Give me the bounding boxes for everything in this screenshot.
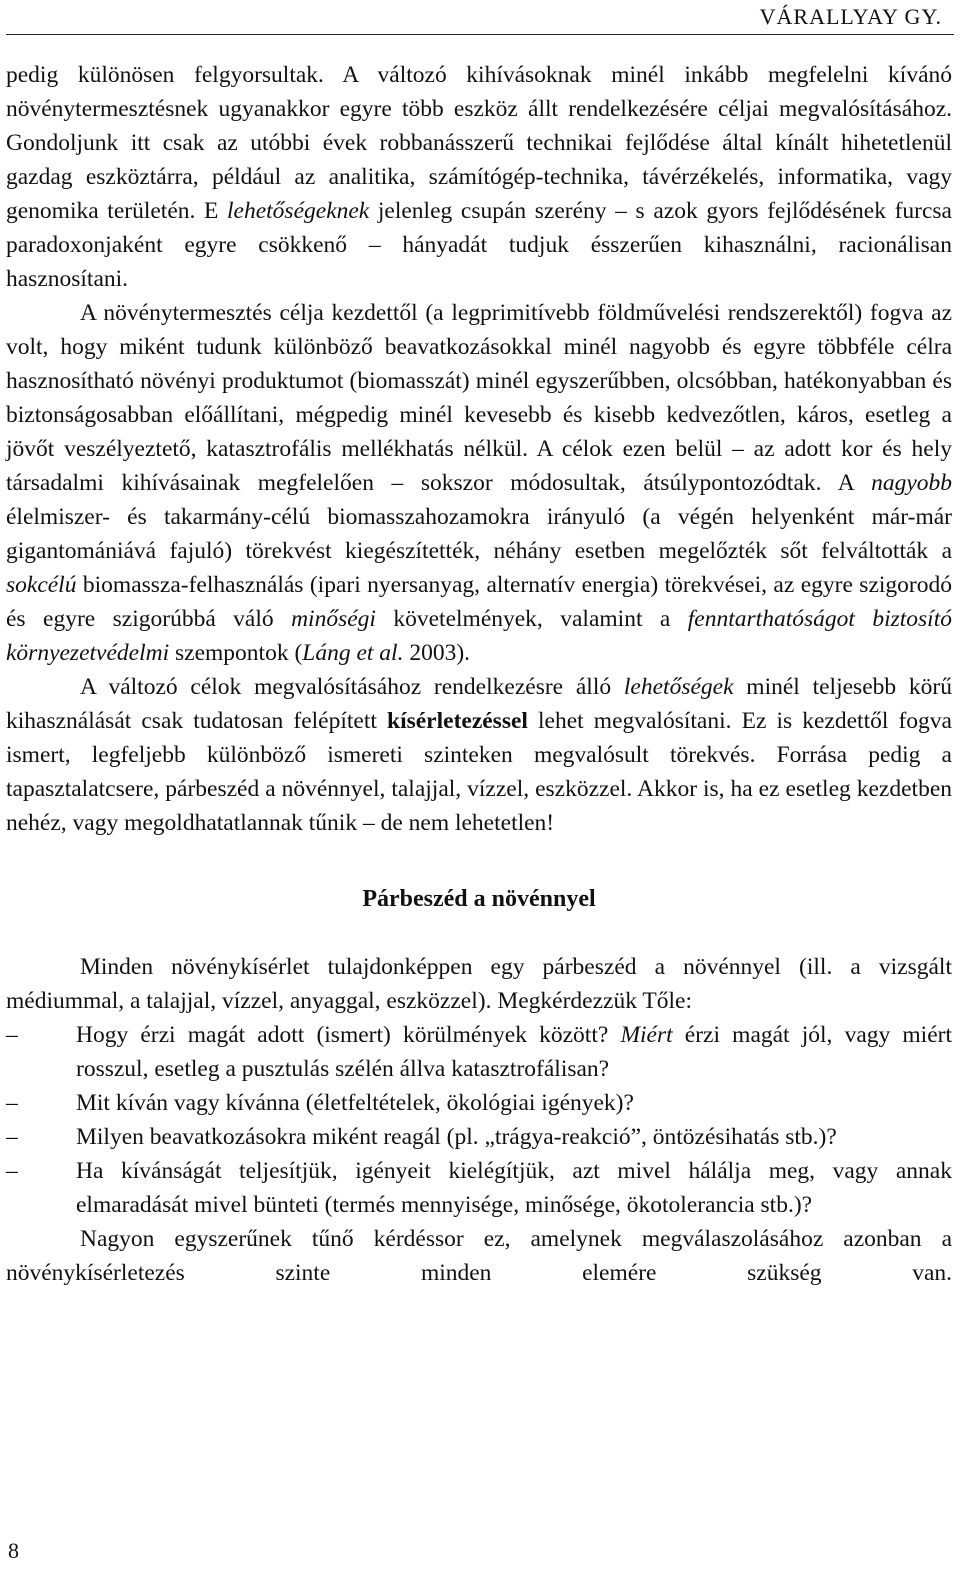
text-run: 2003). <box>403 640 471 666</box>
text-run: A növénytermesztés célja kezdettől (a legprimitívebb földművelési rendszerektől) fogva az volt, hogy miként tudunk különböző beavatkozásokkal minél nagyobb és egyre többféle célra hasznosítható növényi produktumot (biomasszát) minél egyszerűbben, olcsóbban, hatékonyabban és biztonságosabban előállítani, mégpedig minél kevesebb és kisebb kedvezőtlen, káros, esetleg a jövőt veszélyeztető, katasztrofális mellékhatás nélkül. A célok ezen belül – az adott kor és hely társadalmi kihívásainak megfelelően – sokszor módosultak, átsúlypontozódtak. A <box>6 300 952 496</box>
emphasis-text: fenntarthatóságot biztosító környezetvédelmi <box>6 606 952 666</box>
page-body <box>6 58 952 1290</box>
text-run: biomassza-felhasználás (ipari nyersanyag, alternatív energia) törekvései, az egyre szigorodó és egyre szigorúbbá váló <box>6 572 952 632</box>
list-item <box>6 1018 952 1086</box>
paragraph-2 <box>6 296 952 670</box>
text-run: Hogy érzi magát adott (ismert) körülmények között? <box>76 1022 621 1048</box>
text-run: követelmények, valamint a <box>375 606 688 632</box>
paragraph-5: Nagyon egyszerűnek tűnő kérdéssor ez, amelynek megválaszolásához azonban a növénykísérletezés szinte minden elemére szükség van. <box>6 1226 952 1286</box>
question-list <box>6 1018 952 1222</box>
emphasis-text: Miért <box>620 1022 673 1048</box>
paragraph-1 <box>6 58 952 296</box>
dash-bullet: – <box>6 1158 18 1184</box>
text-run: minél teljesebb körű kihasználását csak tudatosan felépített <box>6 674 952 734</box>
emphasis-text: minőségi <box>291 606 376 632</box>
emphasis-text: sokcélú <box>6 572 77 598</box>
text-run: Mit kíván vagy kívánna (életfeltételek, ökológiai igények)? <box>76 1090 634 1116</box>
emphasis-text: lehetőségeknek <box>227 198 370 224</box>
running-header-author: VÁRALLYAY GY. <box>759 4 942 29</box>
emphasis-text: lehetőségek <box>623 674 734 700</box>
paragraph-4: Minden növénykísérlet tulajdonképpen egy párbeszéd a növénnyel (ill. a vizsgált médiummal, a talajjal, vízzel, anyaggal, eszközzel). Megkérdezzük Tőle: <box>6 954 952 1014</box>
dash-bullet: – <box>6 1090 18 1116</box>
list-item <box>6 1154 952 1222</box>
header-divider <box>6 34 954 35</box>
text-run: érzi magát jól, vagy miért rosszul, esetleg a pusztulás szélén állva katasztrofálisan? <box>76 1022 952 1082</box>
text-run: Ha kívánságát teljesítjük, igényeit kielégítjük, azt mivel hálálja meg, vagy annak elmaradását mivel bünteti (termés mennyisége, minősége, ökotolerancia stb.)? <box>76 1158 952 1218</box>
text-run: A változó célok megvalósításához rendelkezésre álló <box>80 674 624 700</box>
text-run: pedig különösen felgyorsultak. A változó kihívásoknak minél inkább megfelelni kívánó növénytermesztésnek ugyanakkor egyre több eszköz állt rendelkezésére céljai megvalósításához. Gondoljunk itt csak az utóbbi évek robbanásszerű technikai fejlődése által kínált hihetetlenül gazdag eszköztárra, például az analitika, számítógép-technika, távérzékelés, informatika, vagy genomika területén. E <box>6 62 952 224</box>
text-run: élelmiszer- és takarmány-célú biomasszahozamokra irányuló (a végén helyenként már-már gigantomániává fajuló) törekvést kiegészítették, néhány esetben megelőzték sőt felváltották a <box>6 504 952 564</box>
text-run: lehet megvalósítani. Ez is kezdettől fogva ismert, legfeljebb különböző ismereti szinteken megvalósult törekvés. Forrása pedig a tapasztalatcsere, párbeszéd a növénnyel, talajjal, vízzel, eszközzel. Akkor is, ha ez esetleg kezdetben nehéz, vagy megoldhatatlannak tűnik – de nem lehetetlen! <box>6 708 952 836</box>
citation-author: Láng et al. <box>302 640 404 666</box>
page-number: 8 <box>8 1538 19 1563</box>
list-item <box>6 1086 952 1120</box>
text-run: jelenleg csupán szerény – s azok gyors fejlődésének furcsa paradoxonjaként egyre csökkenő – hányadát tudjuk ésszerűen kihasználni, racionálisan hasznosítani. <box>6 198 952 292</box>
section-heading: Párbeszéd a növénnyel <box>362 886 596 912</box>
dash-bullet: – <box>6 1124 18 1150</box>
list-item <box>6 1120 952 1154</box>
dash-bullet: – <box>6 1022 18 1048</box>
bold-term: kísérletezéssel <box>387 708 528 734</box>
text-run: szempontok ( <box>169 640 303 666</box>
paragraph-3 <box>6 670 952 840</box>
text-run: Milyen beavatkozásokra miként reagál (pl. „trágya-reakció”, öntözésihatás stb.)? <box>76 1124 837 1150</box>
emphasis-text: nagyobb <box>871 470 952 496</box>
